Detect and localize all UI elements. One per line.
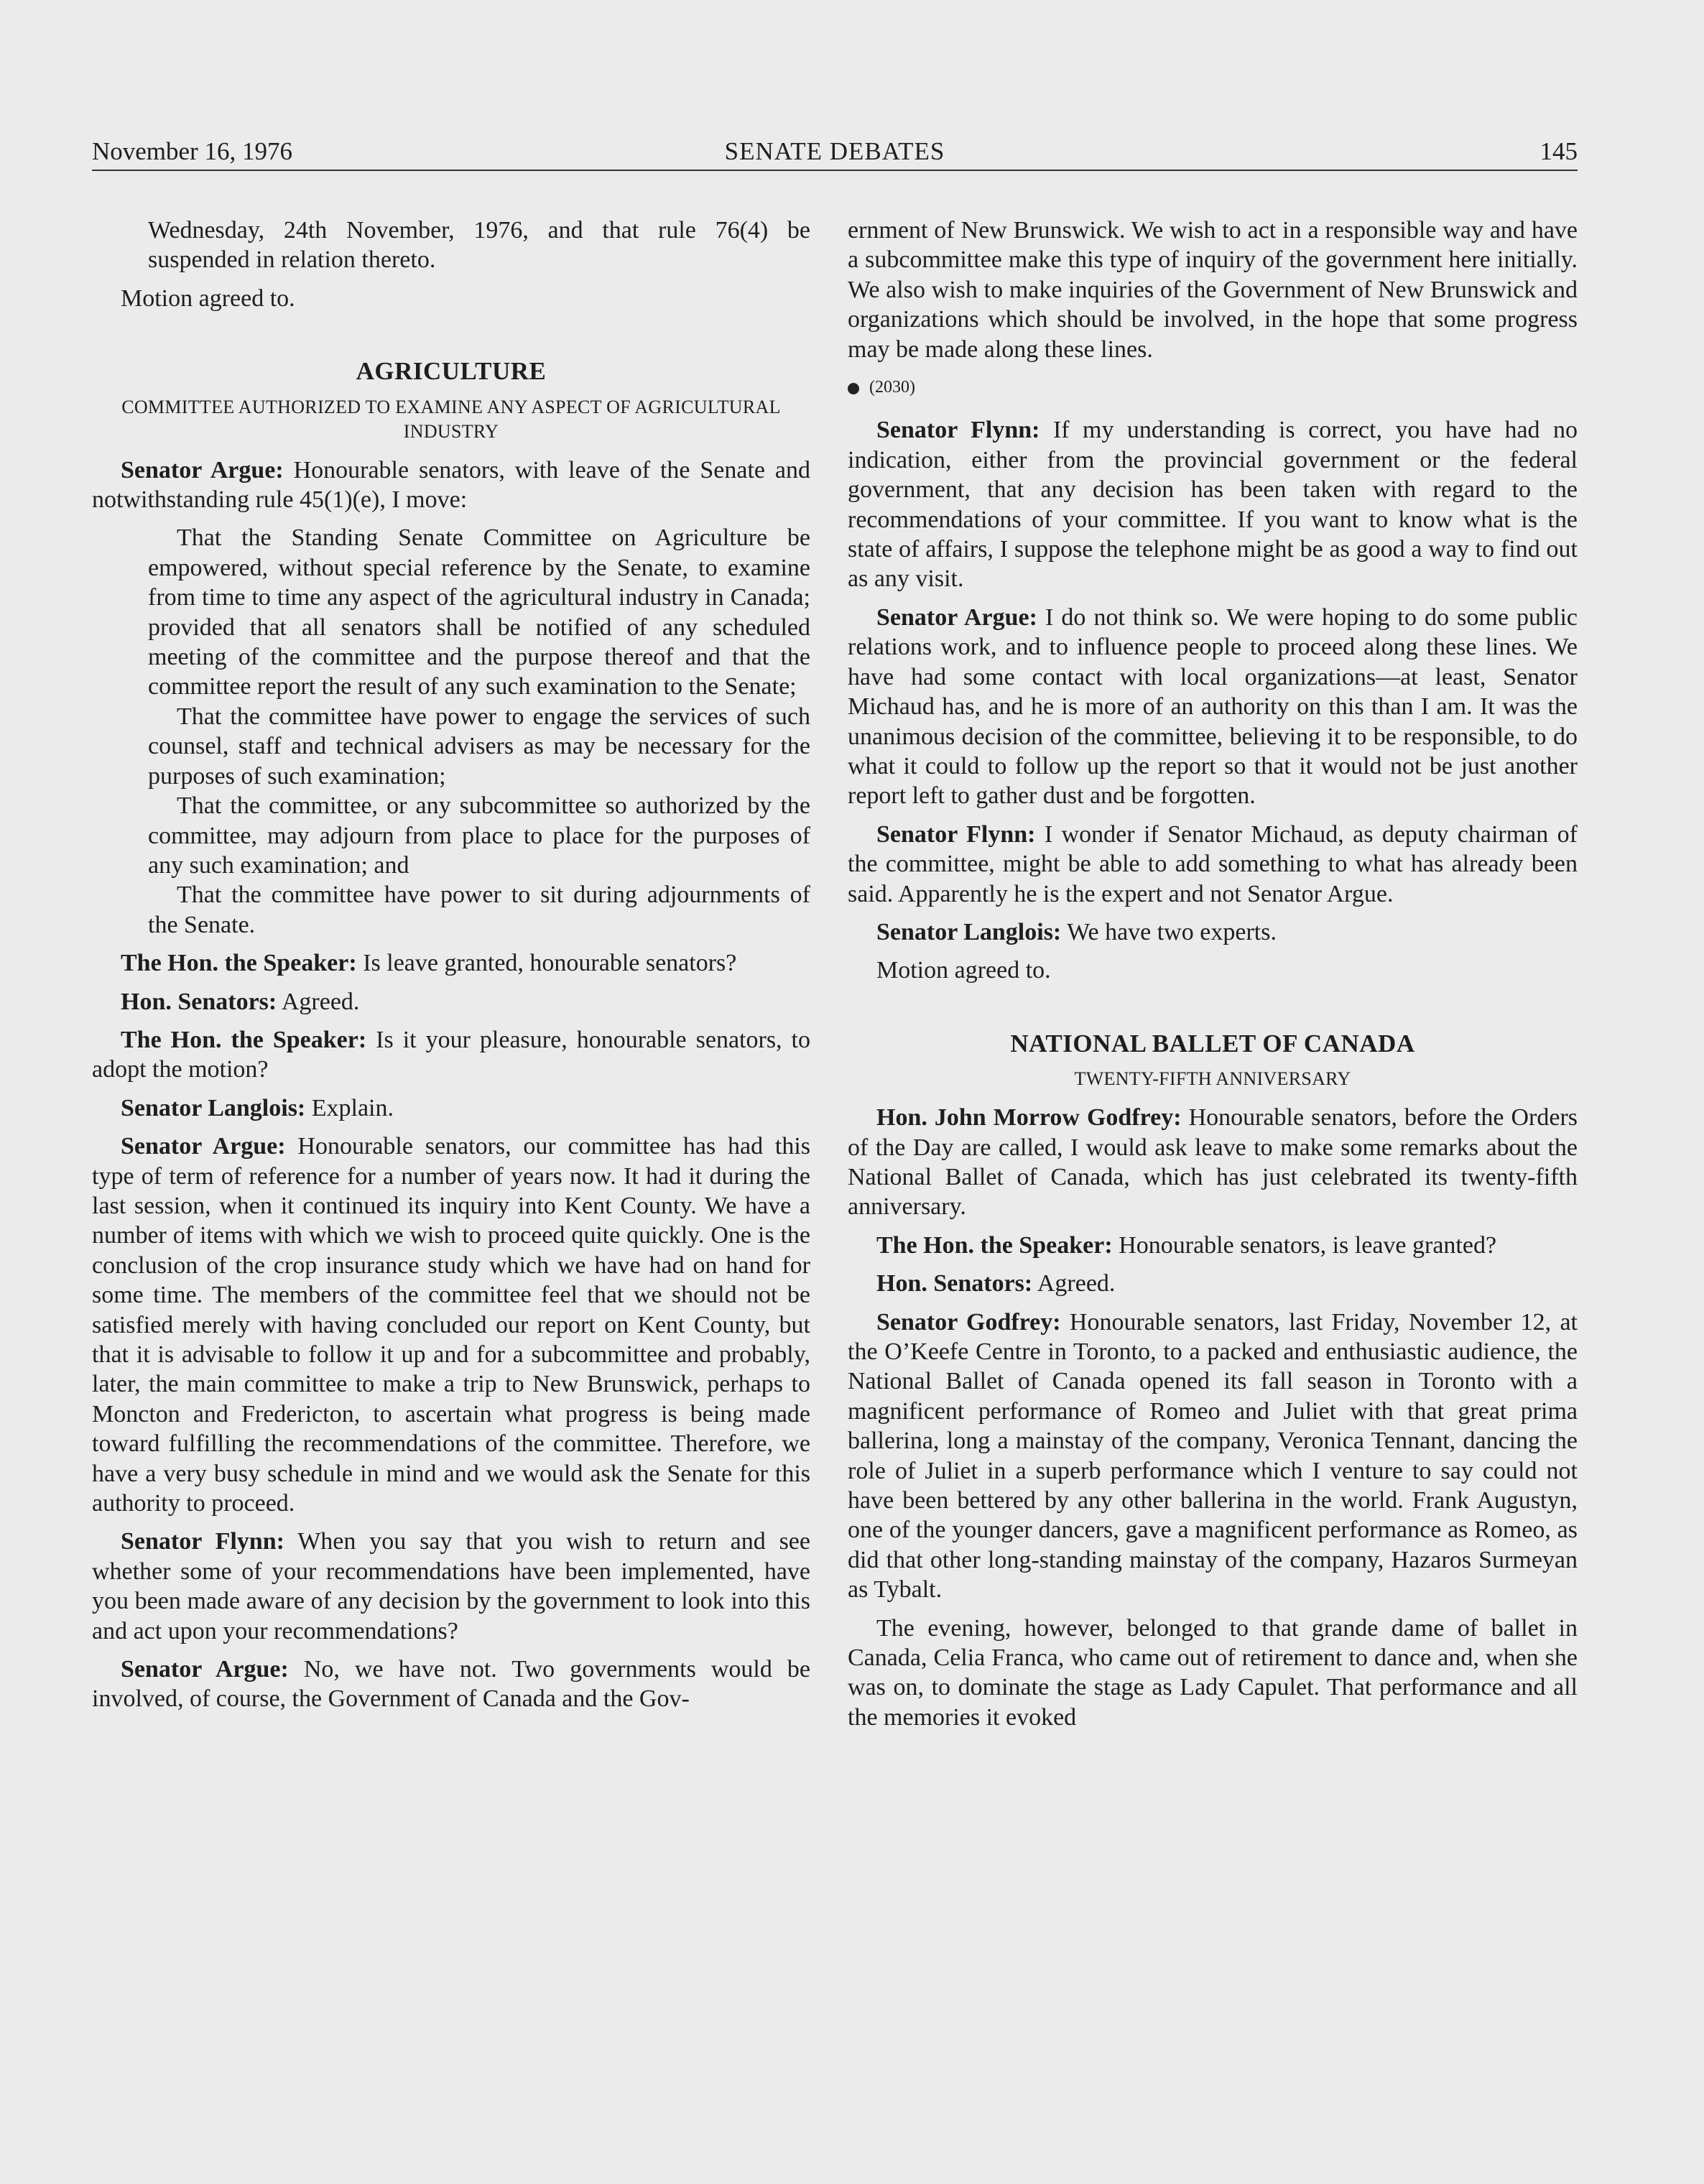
- speech: [848, 1103, 1578, 1222]
- speech: [92, 455, 810, 515]
- speaker: Senator Argue:: [121, 1133, 286, 1160]
- speech-text: We have two experts.: [1061, 918, 1277, 945]
- speaker: The Hon. the Speaker:: [876, 1231, 1113, 1259]
- speech-text: When you say that you wish to return and see whether some of your recommendations have been implemented, have you been made aware of any decision by the government to look into this and act upon your recommendations?: [92, 1528, 810, 1644]
- speech-text: Honourable senators, is leave granted?: [1112, 1231, 1497, 1259]
- page-number: 145: [1539, 137, 1578, 165]
- section-heading: AGRICULTURE: [356, 357, 547, 386]
- speech-text: Agreed.: [1032, 1270, 1116, 1297]
- header-title: SENATE DEBATES: [724, 137, 945, 165]
- speaker: Senator Argue:: [121, 1656, 289, 1683]
- speech: [92, 1655, 810, 1714]
- speaker: The Hon. the Speaker:: [121, 1026, 367, 1053]
- section-subheading: TWENTY-FIFTH ANNIVERSARY: [1074, 1068, 1351, 1090]
- speaker: Hon. Senators:: [121, 988, 277, 1015]
- speech: [92, 1527, 810, 1646]
- speech-text: Honourable senators, with leave of the Senate and notwithstanding rule 45(1)(e), I move:: [92, 456, 810, 514]
- bullet-icon: [848, 383, 859, 394]
- speech-text: No, we have not. Two governments would be involved, of course, the Government of Canada and the Gov-: [92, 1656, 810, 1713]
- speech-text: I do not think so. We were hoping to do some public relations work, and to influence people to proceed along these lines. We have had some contact with local organizations—at least, Senator Michaud has, and he is more of an authority on this than I am. It was the unanimous decision of the committee, believing it to be responsible, to do what it could to follow up the report so that it would not be just another report left to gather dust and be forgotten.: [848, 603, 1578, 810]
- speech: [848, 1231, 1578, 1260]
- speech: [92, 1132, 810, 1518]
- speaker: Senator Flynn:: [876, 417, 1040, 444]
- paragraph: ernment of New Brunswick. We wish to act in a responsible way and have a subcommittee make this type of inquiry of the government here initially. We also wish to make inquiries of the Government of New Brunswick and organizations which should be involved, in the hope that some progress may be made along these lines.: [848, 217, 1578, 363]
- speech-text: If my understanding is correct, you have had no indication, either from the provincial government or the federal government, that any decision has been taken with regard to the recommendations of your committee. If you want to know what is the state of affairs, I suppose the telephone might be as good a way to find out as any visit.: [848, 417, 1578, 593]
- speech-text: Is leave granted, honourable senators?: [356, 950, 737, 977]
- speaker: Senator Flynn:: [121, 1528, 284, 1555]
- speaker: Hon. Senators:: [876, 1270, 1033, 1297]
- speech-text: Honourable senators, before the Orders of the Day are called, I would ask leave to make some remarks about the National Ballet of Canada, which has just celebrated its twenty-fifth anniversary.: [848, 1104, 1578, 1221]
- speaker: Senator Flynn:: [876, 820, 1036, 848]
- speech: [848, 1269, 1578, 1298]
- speech-text: Agreed.: [277, 988, 360, 1015]
- speech-text: Is it your pleasure, honourable senators, to adopt the motion?: [92, 1026, 810, 1083]
- right-column: [848, 216, 1578, 1741]
- paragraph: Motion agreed to.: [876, 957, 1051, 984]
- speech: [848, 820, 1578, 909]
- speech: [848, 917, 1578, 947]
- speech-text: Honourable senators, our committee has had this type of term of reference for a number of years now. It had it during the last session, when it continued its inquiry into Kent County. We have a number of items with which we wish to proceed quite quickly. One is the conclusion of the crop insurance study which we have had on hand for some time. The members of the committee feel that we should not be satisfied merely with having concluded our report on Kent County, but that it is advisable to follow it up and for a subcommittee and probably, later, the main committee to make a trip to New Brunswick, perhaps to Moncton and Fredericton, to ascertain what progress is being made toward fulfilling the recommendations of the committee. Therefore, we have a very busy schedule in mind and we would ask the Senate for this authority to proceed.: [92, 1133, 810, 1517]
- speech: [848, 415, 1578, 593]
- paragraph: Motion agreed to.: [121, 284, 295, 312]
- motion-text: That the committee, or any subcommittee so authorized by the committee, may adjourn from place to place for the purposes of any such examination; and: [148, 792, 810, 879]
- motion-text: That the committee have power to sit during adjournments of the Senate.: [148, 882, 810, 938]
- speech-text: Honourable senators, last Friday, November 12, at the O’Keefe Centre in Toronto, to a packed and enthusiastic audience, the National Ballet of Canada opened its fall season in Toronto with a magnificent performance of Romeo and Juliet with that great prima ballerina, long a mainstay of the company, Veronica Tennant, dancing the role of Juliet in a superb performance which I venture to say could not have been bettered by any other ballerina in the world. Frank Augustyn, one of the younger dancers, gave a magnificent performance as Romeo, as did that other long-standing mainstay of the company, Hazaros Surmeyan as Tybalt.: [848, 1308, 1578, 1604]
- section-heading: NATIONAL BALLET OF CANADA: [1010, 1029, 1415, 1058]
- left-column: [92, 216, 810, 1723]
- speaker: Senator Godfrey:: [876, 1308, 1061, 1336]
- header-date: November 16, 1976: [92, 137, 292, 165]
- motion-text: That the Standing Senate Committee on Agriculture be empowered, without special reference by the Senate, to examine from time to time any aspect of the agricultural industry in Canada; provided that all senators shall be notified of any scheduled meeting of the committee and the purpose thereof and that the committee report the result of any such examination to the Senate;: [148, 524, 810, 700]
- speech: [92, 987, 810, 1017]
- time-marker-text: (2030): [869, 378, 915, 397]
- speech: [92, 948, 810, 978]
- speaker: Hon. John Morrow Godfrey:: [876, 1104, 1182, 1132]
- time-marker: [848, 373, 1578, 402]
- section-subheading: COMMITTEE AUTHORIZED TO EXAMINE ANY ASPECT OF AGRICULTURAL INDUSTRY: [121, 396, 781, 442]
- paragraph: The evening, however, belonged to that grande dame of ballet in Canada, Celia Franca, who came out of retirement to dance and, when she was on, to dominate the stage as Lady Capulet. That performance and all the memories it evoked: [848, 1614, 1578, 1731]
- speaker: Senator Argue:: [876, 603, 1037, 631]
- speech-text: I wonder if Senator Michaud, as deputy chairman of the committee, might be able to add something to what has already been said. Apparently he is the expert and not Senator Argue.: [848, 820, 1578, 907]
- speech: [848, 603, 1578, 811]
- speech-text: Explain.: [305, 1094, 394, 1121]
- motion-text: That the committee have power to engage the services of such counsel, staff and technical advisers as may be necessary for the purposes of such examination;: [148, 703, 810, 790]
- paragraph: Wednesday, 24th November, 1976, and that rule 76(4) be suspended in relation thereto.: [148, 217, 810, 274]
- speaker: Senator Langlois:: [876, 918, 1062, 945]
- speech: [92, 1093, 810, 1123]
- speech: [92, 1025, 810, 1085]
- page-header: [92, 134, 1578, 171]
- speaker: Senator Argue:: [121, 456, 284, 483]
- speaker: The Hon. the Speaker:: [121, 950, 357, 977]
- speech: [848, 1308, 1578, 1605]
- speaker: Senator Langlois:: [121, 1094, 306, 1121]
